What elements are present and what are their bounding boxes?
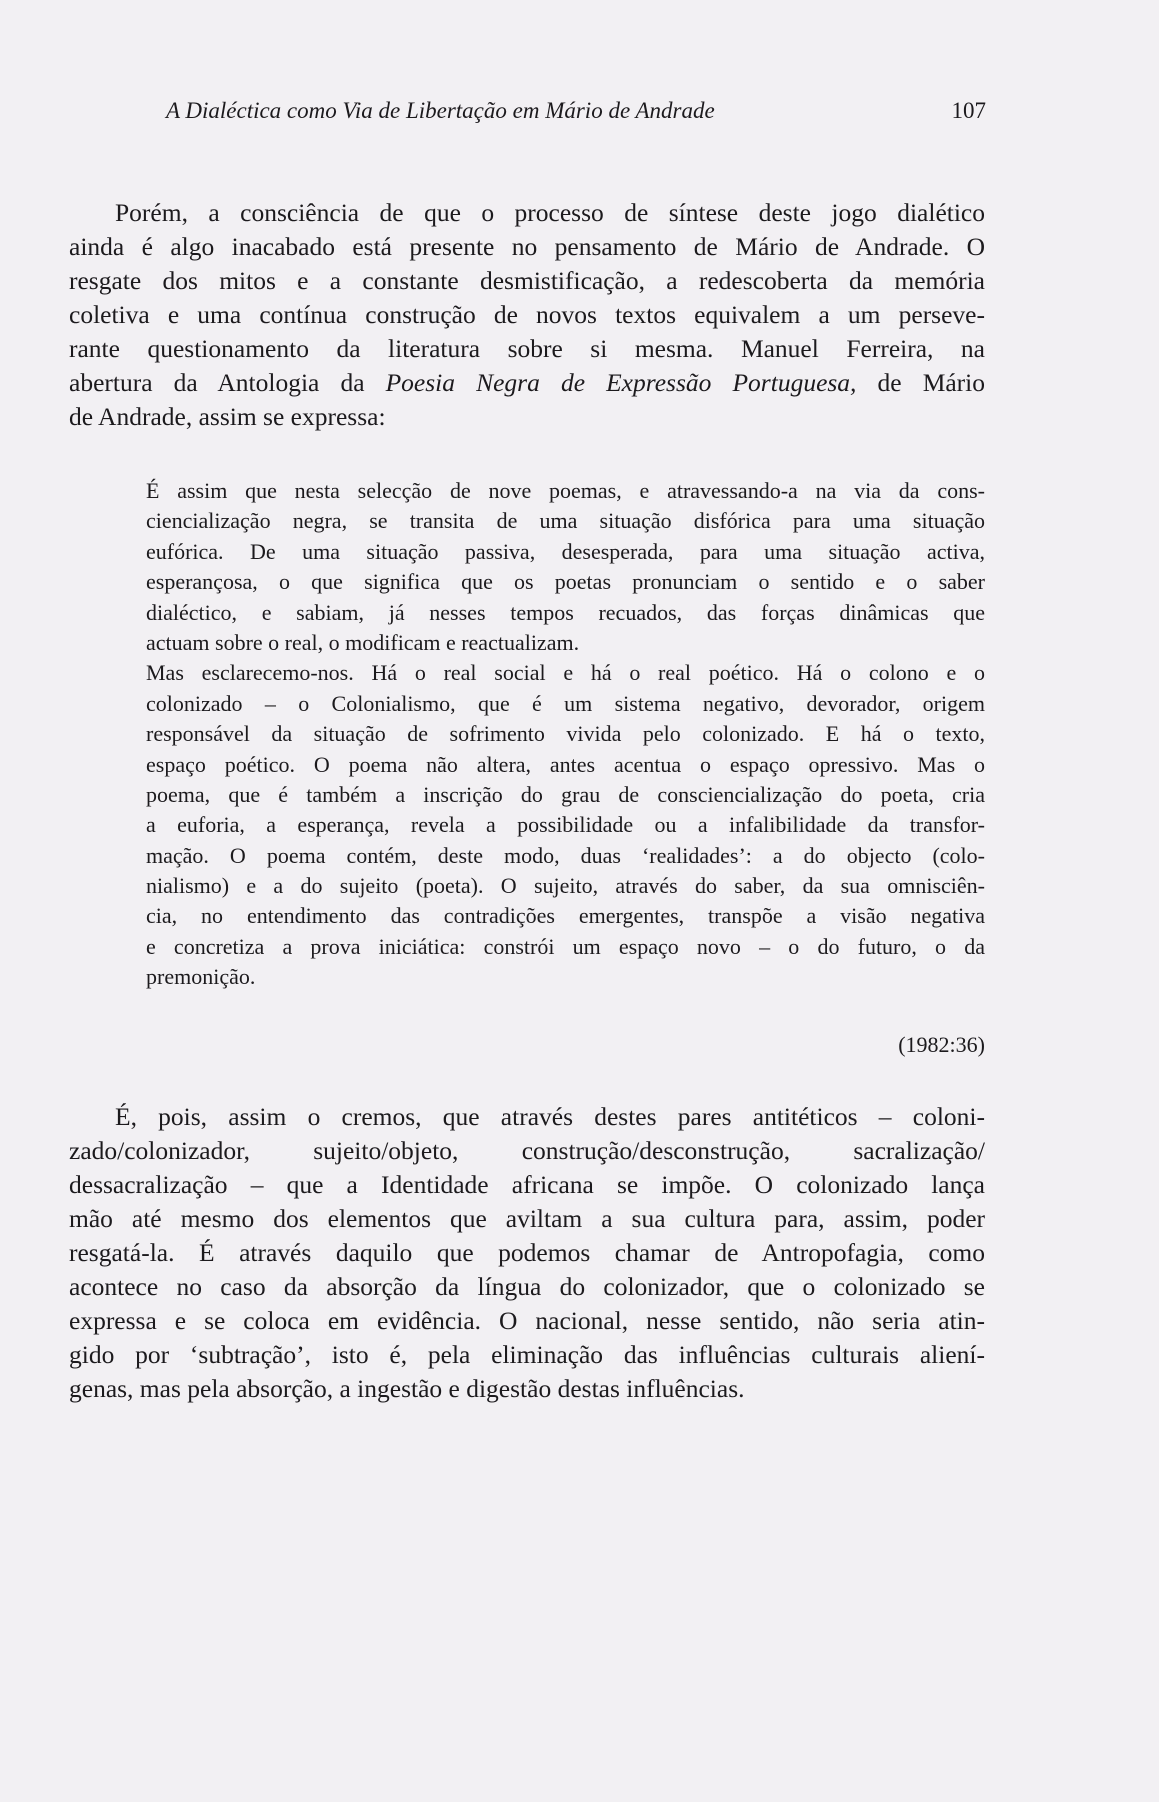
- text-line: eufórica. De uma situação passiva, desesperada, para uma situação activa,: [146, 538, 985, 564]
- text-line: acontece no caso da absorção da língua do colonizador, que o colonizado se: [69, 1272, 985, 1301]
- text-line: e concretiza a prova iniciática: constrói um espaço novo – o do futuro, o da: [146, 933, 985, 959]
- anthology-title: Poesia Negra de Expressão Portuguesa,: [385, 368, 857, 397]
- quote-citation: (1982:36): [898, 1032, 985, 1057]
- paragraph-2: [69, 1100, 985, 1406]
- text-line: É assim que nesta selecção de nove poemas, e atravessando-a na via da cons-: [146, 478, 985, 503]
- text-line: dialéctico, e sabiam, já nesses tempos recuados, das forças dinâmicas que: [146, 599, 985, 625]
- text-line: É, pois, assim o cremos, que através destes pares antitéticos – coloni-: [115, 1102, 985, 1131]
- text-line: expressa e se coloca em evidência. O nacional, nesse sentido, não seria atin-: [69, 1306, 985, 1335]
- running-title: A Dialéctica como Via de Libertação em Mário de Andrade: [166, 98, 715, 123]
- text-line: zado/colonizador, sujeito/objeto, construção/desconstrução, sacralização/: [69, 1136, 985, 1165]
- text-line: responsável da situação de sofrimento vivida pelo colonizado. E há o texto,: [146, 721, 985, 747]
- text-line: poema, que é também a inscrição do grau de consciencialização do poeta, cria: [146, 781, 985, 807]
- text-line: colonizado – o Colonialismo, que é um sistema negativo, devorador, origem: [146, 690, 985, 716]
- text-line: nialismo) e a do sujeito (poeta). O sujeito, através do saber, da sua omnisciên-: [146, 873, 985, 899]
- text-line: rante questionamento da literatura sobre si mesma. Manuel Ferreira, na: [69, 334, 985, 363]
- text-line: cia, no entendimento das contradições emergentes, transpõe a visão negativa: [146, 903, 985, 929]
- text-line: resgatá-la. É através daquilo que podemos chamar de Antropofagia, como: [69, 1238, 985, 1267]
- text-line: ainda é algo inacabado está presente no pensamento de Mário de Andrade. O: [69, 232, 985, 261]
- text-line: espaço poético. O poema não altera, antes acentua o espaço opressivo. Mas o: [146, 751, 985, 777]
- text-line: ciencialização negra, se transita de uma situação disfórica para uma situação: [146, 508, 985, 534]
- text-line: Mas esclarecemo-nos. Há o real social e há o real poético. Há o colono e o: [146, 660, 985, 686]
- text-line: [69, 366, 985, 400]
- text-line: genas, mas pela absorção, a ingestão e digestão destas influências.: [69, 1374, 745, 1403]
- text-segment: de Mário: [856, 368, 986, 397]
- text-line: mão até mesmo dos elementos que aviltam a sua cultura para, assim, poder: [69, 1204, 985, 1233]
- text-line: premonição.: [146, 964, 256, 990]
- text-line: coletiva e uma contínua construção de novos textos equivalem a um perseve-: [69, 300, 985, 329]
- text-line: actuam sobre o real, o modificam e reactualizam.: [146, 629, 580, 655]
- text-line: resgate dos mitos e a constante desmistificação, a redescoberta da memória: [69, 266, 985, 295]
- text-line: mação. O poema contém, deste modo, duas ‘realidades’: a do objecto (colo-: [146, 842, 985, 868]
- text-line: dessacralização – que a Identidade africana se impõe. O colonizado lança: [69, 1170, 985, 1199]
- text-line: de Andrade, assim se expressa:: [69, 402, 386, 431]
- block-quote: [146, 476, 985, 993]
- text-line: esperançosa, o que significa que os poetas pronunciam o sentido e o saber: [146, 569, 985, 595]
- page-number: 107: [951, 98, 986, 123]
- text-line: gido por ‘subtração’, isto é, pela eliminação das influências culturais aliení-: [69, 1340, 985, 1369]
- paragraph-1: [69, 196, 985, 434]
- text-line: Porém, a consciência de que o processo de síntese deste jogo dialético: [115, 198, 985, 227]
- text-segment: abertura da Antologia da: [69, 368, 386, 397]
- text-line: a euforia, a esperança, revela a possibilidade ou a infalibilidade da transfor-: [146, 812, 985, 838]
- quote-citation-wrap: [146, 1030, 985, 1060]
